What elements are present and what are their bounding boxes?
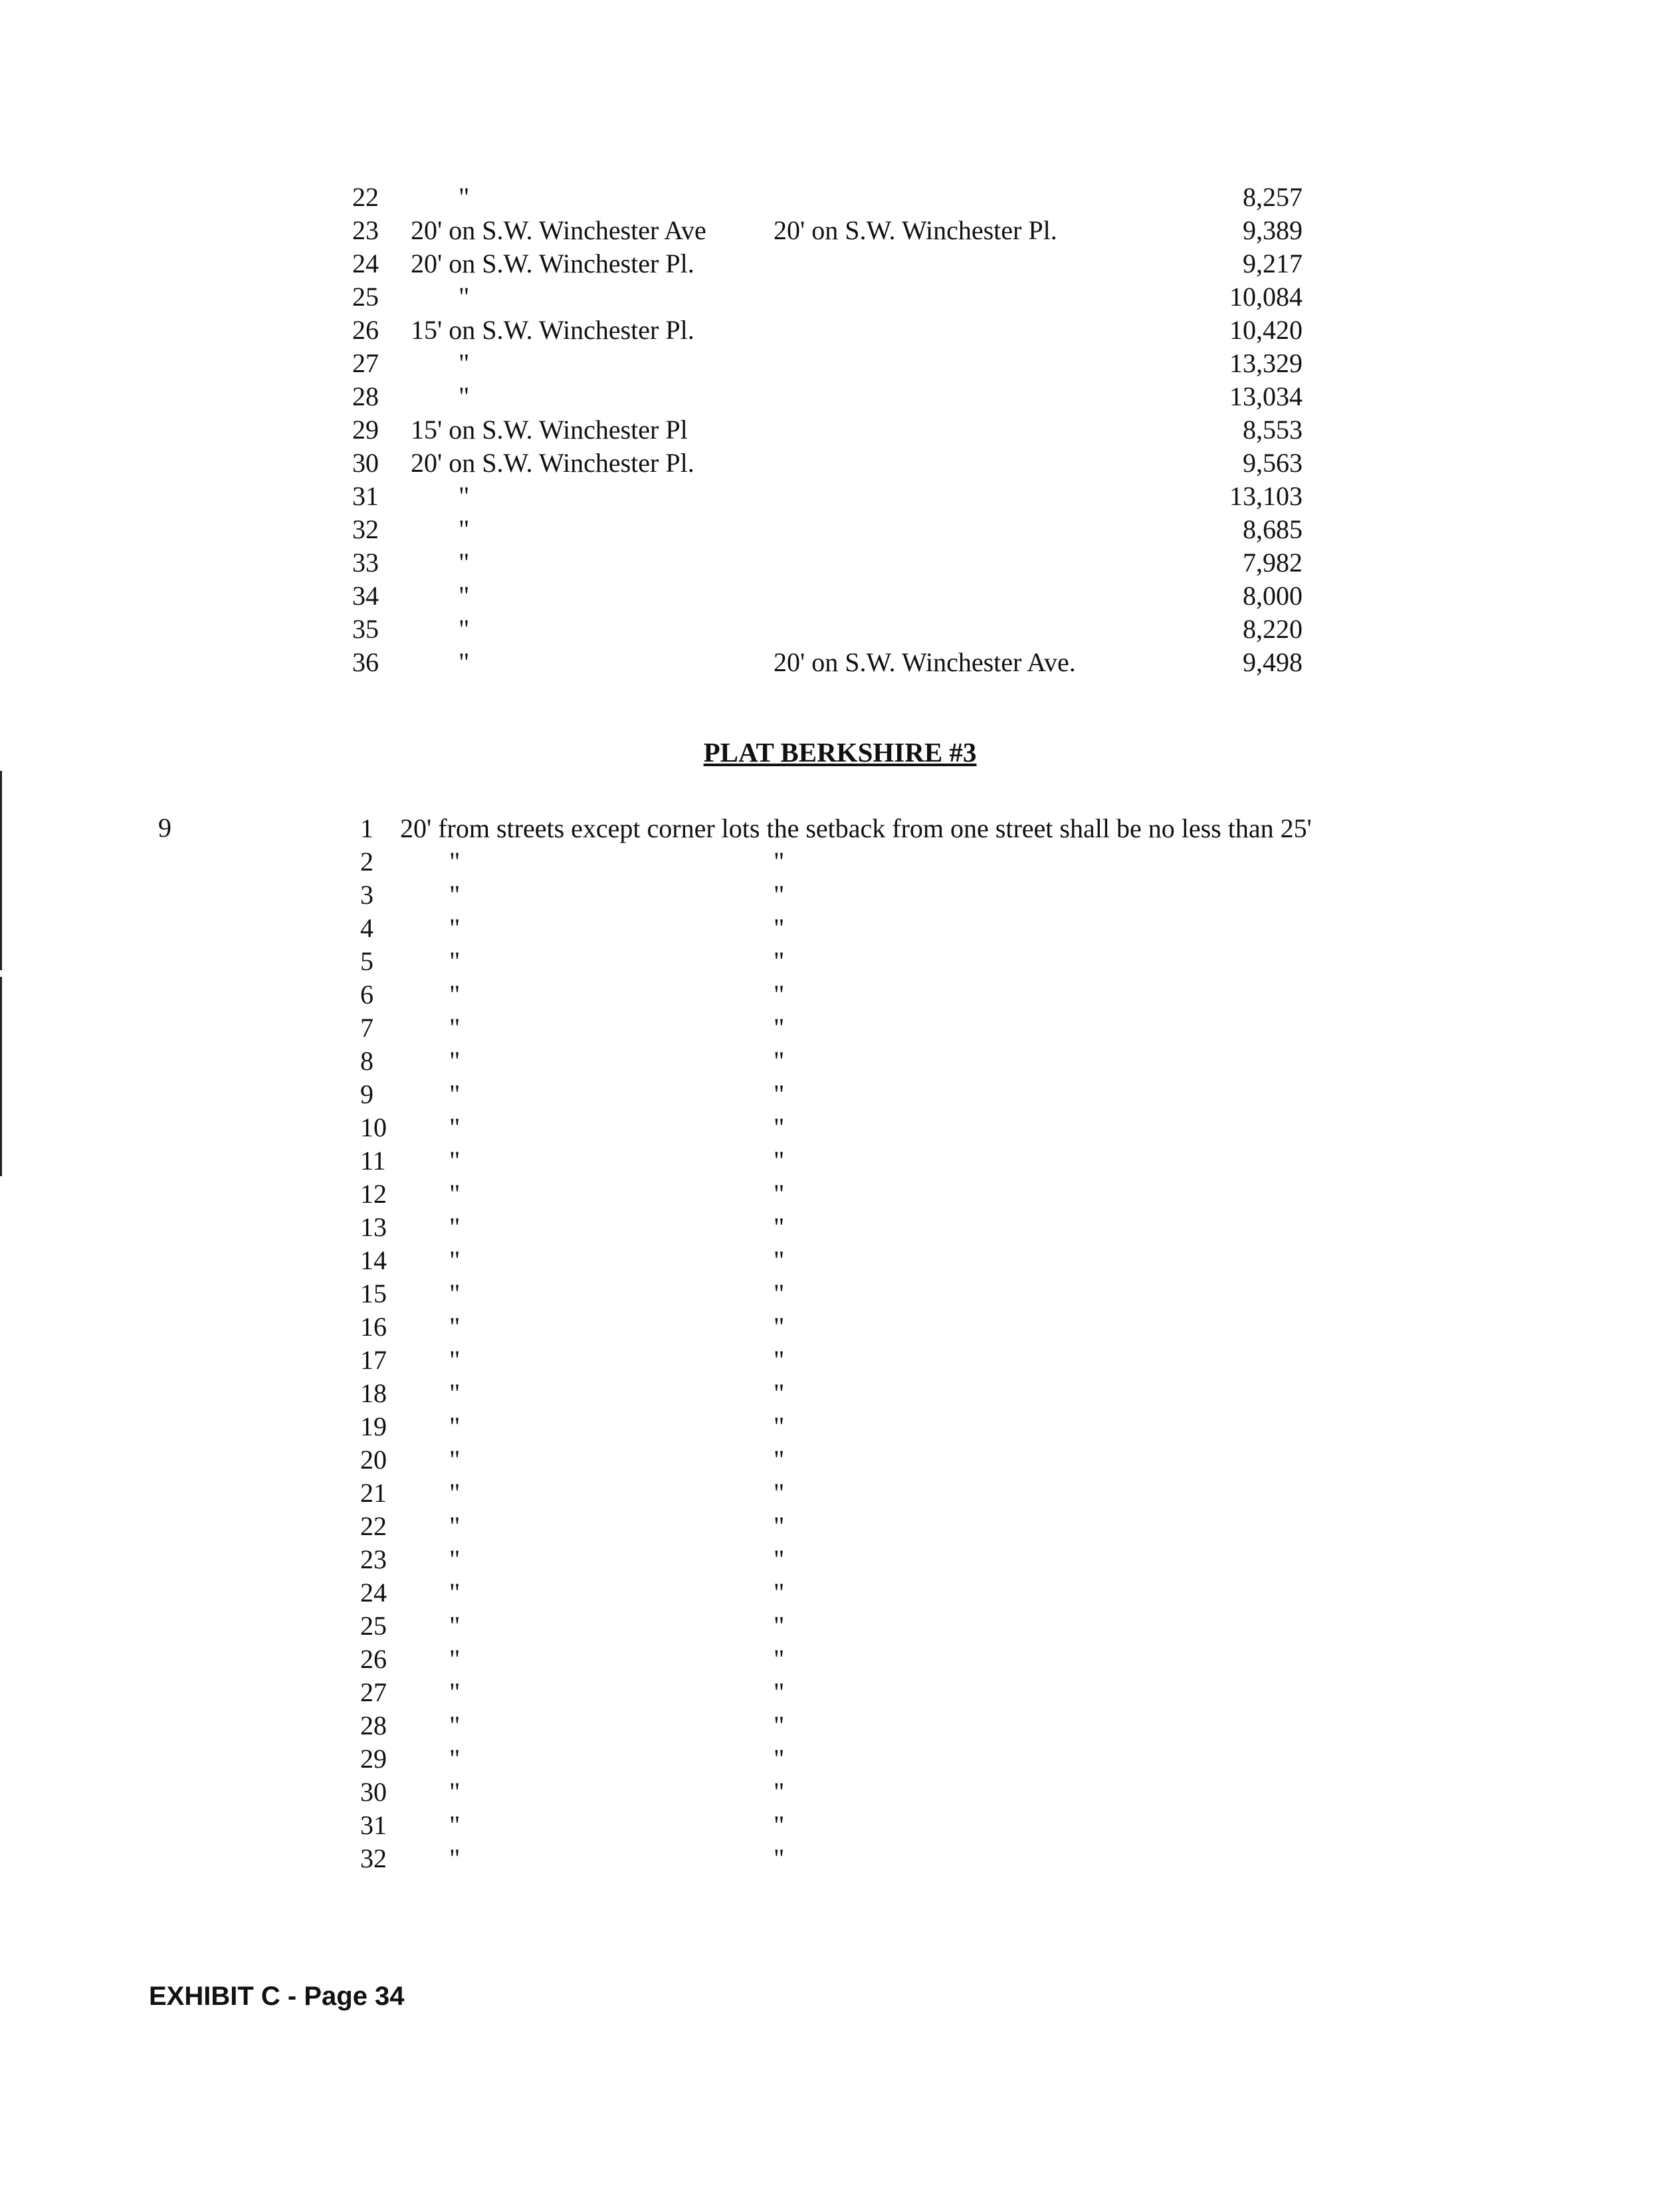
lot-number: 8 bbox=[360, 1046, 373, 1076]
lot-number: 17 bbox=[360, 1345, 387, 1375]
lot-number: 22 bbox=[360, 1511, 387, 1541]
ditto-mark: " bbox=[774, 1046, 785, 1076]
table-row bbox=[352, 1576, 1416, 1610]
ditto-mark: " bbox=[449, 1245, 461, 1275]
lot-area: 8,220 bbox=[1243, 614, 1303, 644]
ditto-mark: " bbox=[774, 1843, 785, 1873]
lot-number: 26 bbox=[360, 1644, 387, 1674]
table-row bbox=[352, 413, 1303, 447]
lot-number: 13 bbox=[360, 1212, 387, 1242]
setback-primary: " bbox=[459, 481, 470, 511]
table-row bbox=[352, 1277, 1416, 1310]
ditto-mark: " bbox=[774, 1279, 785, 1308]
lot-area: 9,498 bbox=[1243, 647, 1303, 677]
ditto-mark: " bbox=[774, 1777, 785, 1807]
setback-secondary: 20' on S.W. Winchester Ave. bbox=[774, 647, 1076, 677]
ditto-mark: " bbox=[449, 1544, 461, 1574]
ditto-mark: " bbox=[774, 1677, 785, 1707]
ditto-mark: " bbox=[449, 1146, 461, 1176]
table-row bbox=[352, 879, 1416, 912]
lot-number: 35 bbox=[352, 614, 379, 644]
lot-area: 9,389 bbox=[1243, 215, 1303, 245]
table-row bbox=[352, 1776, 1416, 1809]
table-row bbox=[352, 1377, 1416, 1410]
lot-number: 10 bbox=[360, 1112, 387, 1142]
table-row bbox=[352, 513, 1303, 546]
lot-number: 20 bbox=[360, 1445, 387, 1475]
lot-number: 21 bbox=[360, 1478, 387, 1508]
ditto-mark: " bbox=[774, 1179, 785, 1209]
ditto-mark: " bbox=[449, 1578, 461, 1608]
table-row bbox=[352, 1510, 1416, 1543]
table-row bbox=[352, 1742, 1416, 1776]
lot-number: 23 bbox=[360, 1544, 387, 1574]
table-row bbox=[352, 280, 1303, 314]
lot-area: 7,982 bbox=[1243, 548, 1303, 577]
lot-number: 28 bbox=[352, 381, 379, 411]
table-row bbox=[352, 579, 1303, 613]
table-row bbox=[352, 1344, 1416, 1377]
table-row bbox=[352, 1310, 1416, 1344]
lot-area: 8,685 bbox=[1243, 514, 1303, 544]
table-row bbox=[352, 945, 1416, 978]
ditto-mark: " bbox=[774, 1511, 785, 1541]
lot-number: 5 bbox=[360, 946, 373, 976]
table-row bbox=[352, 214, 1303, 247]
lot-number: 15 bbox=[360, 1279, 387, 1308]
scan-margin-mark bbox=[0, 977, 2, 1176]
ditto-mark: " bbox=[774, 880, 785, 910]
ditto-mark: " bbox=[449, 1810, 461, 1840]
table-row bbox=[352, 1477, 1416, 1510]
lot-number: 24 bbox=[360, 1578, 387, 1608]
ditto-mark: " bbox=[449, 1677, 461, 1707]
table-row bbox=[352, 314, 1303, 347]
ditto-mark: " bbox=[449, 1345, 461, 1375]
table-row bbox=[352, 380, 1303, 413]
ditto-mark: " bbox=[774, 847, 785, 877]
ditto-mark: " bbox=[449, 1378, 461, 1408]
setback-table-continued bbox=[352, 181, 1303, 679]
ditto-mark: " bbox=[449, 980, 461, 1009]
lot-number: 7 bbox=[360, 1013, 373, 1043]
scan-margin-mark bbox=[0, 771, 2, 970]
table-row bbox=[352, 447, 1303, 480]
setback-primary: " bbox=[459, 614, 470, 644]
setback-primary: 20' on S.W. Winchester Pl. bbox=[411, 249, 694, 278]
ditto-mark: " bbox=[449, 1711, 461, 1740]
lot-number: 34 bbox=[352, 581, 379, 611]
lot-area: 9,563 bbox=[1243, 448, 1303, 478]
ditto-mark: " bbox=[449, 1644, 461, 1674]
lot-area: 13,103 bbox=[1229, 481, 1303, 511]
lot-number: 32 bbox=[360, 1843, 387, 1873]
lot-number: 4 bbox=[360, 913, 373, 943]
lot-number: 9 bbox=[360, 1079, 373, 1109]
table-row bbox=[352, 1643, 1416, 1676]
table-row bbox=[352, 546, 1303, 579]
ditto-mark: " bbox=[449, 1279, 461, 1308]
table-row bbox=[352, 1045, 1416, 1078]
lot-number: 32 bbox=[352, 514, 379, 544]
lot-number: 16 bbox=[360, 1312, 387, 1342]
ditto-mark: " bbox=[774, 1146, 785, 1176]
setback-secondary: 20' on S.W. Winchester Pl. bbox=[774, 215, 1057, 245]
table-row bbox=[352, 1610, 1416, 1643]
setback-primary: 20' on S.W. Winchester Pl. bbox=[411, 448, 694, 478]
ditto-mark: " bbox=[449, 1744, 461, 1774]
lot-number: 25 bbox=[352, 282, 379, 312]
setback-primary: 20' on S.W. Winchester Ave bbox=[411, 215, 706, 245]
table-row bbox=[352, 1842, 1416, 1875]
setback-primary: 15' on S.W. Winchester Pl bbox=[411, 415, 688, 445]
ditto-mark: " bbox=[449, 1013, 461, 1043]
lot-number: 12 bbox=[360, 1179, 387, 1209]
table-row bbox=[352, 1543, 1416, 1576]
ditto-mark: " bbox=[449, 1079, 461, 1109]
lot-number: 27 bbox=[352, 348, 379, 378]
table-row bbox=[352, 1011, 1416, 1045]
table-row bbox=[352, 1211, 1416, 1244]
ditto-mark: " bbox=[449, 880, 461, 910]
lot-area: 8,257 bbox=[1243, 182, 1303, 212]
ditto-mark: " bbox=[774, 1478, 785, 1508]
ditto-mark: " bbox=[774, 1644, 785, 1674]
ditto-mark: " bbox=[774, 1810, 785, 1840]
setback-rule: 20' from streets except corner lots the setback from one street shall be no less than 25' bbox=[400, 813, 1312, 843]
lot-number: 6 bbox=[360, 980, 373, 1009]
lot-number: 33 bbox=[352, 548, 379, 577]
ditto-mark: " bbox=[449, 847, 461, 877]
ditto-mark: " bbox=[774, 1544, 785, 1574]
plat-berkshire-3-table bbox=[352, 812, 1416, 1875]
table-row bbox=[352, 912, 1416, 945]
setback-primary: " bbox=[459, 348, 470, 378]
table-row bbox=[352, 1178, 1416, 1211]
margin-number: 9 bbox=[158, 813, 171, 843]
table-row bbox=[352, 978, 1416, 1011]
ditto-mark: " bbox=[774, 1112, 785, 1142]
lot-number: 22 bbox=[352, 182, 379, 212]
ditto-mark: " bbox=[449, 1777, 461, 1807]
table-row bbox=[352, 613, 1303, 646]
table-row bbox=[352, 247, 1303, 280]
lot-number: 2 bbox=[360, 847, 373, 877]
lot-number: 30 bbox=[360, 1777, 387, 1807]
ditto-mark: " bbox=[774, 1445, 785, 1475]
lot-area: 8,553 bbox=[1243, 415, 1303, 445]
ditto-mark: " bbox=[774, 1411, 785, 1441]
table-row bbox=[352, 1410, 1416, 1443]
table-row bbox=[352, 1443, 1416, 1477]
ditto-mark: " bbox=[449, 1046, 461, 1076]
setback-primary: " bbox=[459, 647, 470, 677]
table-row bbox=[352, 1078, 1416, 1111]
ditto-mark: " bbox=[449, 913, 461, 943]
lot-number: 36 bbox=[352, 647, 379, 677]
lot-number: 18 bbox=[360, 1378, 387, 1408]
plat-title: PLAT BERKSHIRE #3 bbox=[703, 737, 977, 768]
lot-number: 31 bbox=[360, 1810, 387, 1840]
ditto-mark: " bbox=[449, 1445, 461, 1475]
lot-area: 10,420 bbox=[1229, 315, 1303, 345]
lot-number: 24 bbox=[352, 249, 379, 278]
table-row bbox=[352, 646, 1303, 679]
lot-number: 25 bbox=[360, 1611, 387, 1641]
ditto-mark: " bbox=[449, 1411, 461, 1441]
lot-number: 23 bbox=[352, 215, 379, 245]
ditto-mark: " bbox=[774, 1611, 785, 1641]
lot-area: 8,000 bbox=[1243, 581, 1303, 611]
ditto-mark: " bbox=[774, 913, 785, 943]
setback-primary: " bbox=[459, 581, 470, 611]
setback-primary: " bbox=[459, 182, 470, 212]
ditto-mark: " bbox=[774, 946, 785, 976]
lot-area: 13,034 bbox=[1229, 381, 1303, 411]
lot-number: 27 bbox=[360, 1677, 387, 1707]
lot-area: 13,329 bbox=[1229, 348, 1303, 378]
ditto-mark: " bbox=[774, 980, 785, 1009]
ditto-mark: " bbox=[449, 1212, 461, 1242]
setback-primary: 15' on S.W. Winchester Pl. bbox=[411, 315, 694, 345]
table-row bbox=[352, 1709, 1416, 1742]
ditto-mark: " bbox=[774, 1079, 785, 1109]
table-row bbox=[352, 812, 1416, 845]
table-row bbox=[352, 181, 1303, 214]
ditto-mark: " bbox=[774, 1744, 785, 1774]
lot-number: 1 bbox=[360, 813, 373, 843]
ditto-mark: " bbox=[774, 1378, 785, 1408]
ditto-mark: " bbox=[774, 1711, 785, 1740]
ditto-mark: " bbox=[774, 1312, 785, 1342]
setback-primary: " bbox=[459, 514, 470, 544]
table-row bbox=[352, 1144, 1416, 1178]
ditto-mark: " bbox=[774, 1345, 785, 1375]
lot-number: 28 bbox=[360, 1711, 387, 1740]
lot-area: 9,217 bbox=[1243, 249, 1303, 278]
lot-number: 11 bbox=[360, 1146, 386, 1176]
lot-number: 29 bbox=[360, 1744, 387, 1774]
ditto-mark: " bbox=[774, 1578, 785, 1608]
lot-number: 19 bbox=[360, 1411, 387, 1441]
lot-number: 31 bbox=[352, 481, 379, 511]
ditto-mark: " bbox=[449, 1312, 461, 1342]
table-row bbox=[352, 1244, 1416, 1277]
ditto-mark: " bbox=[449, 1112, 461, 1142]
setback-primary: " bbox=[459, 548, 470, 577]
table-row bbox=[352, 347, 1303, 380]
lot-area: 10,084 bbox=[1229, 282, 1303, 312]
ditto-mark: " bbox=[774, 1245, 785, 1275]
ditto-mark: " bbox=[774, 1013, 785, 1043]
setback-primary: " bbox=[459, 381, 470, 411]
ditto-mark: " bbox=[774, 1212, 785, 1242]
ditto-mark: " bbox=[449, 1511, 461, 1541]
lot-number: 3 bbox=[360, 880, 373, 910]
table-row bbox=[352, 1809, 1416, 1842]
table-row bbox=[352, 480, 1303, 513]
ditto-mark: " bbox=[449, 1611, 461, 1641]
lot-number: 29 bbox=[352, 415, 379, 445]
ditto-mark: " bbox=[449, 1478, 461, 1508]
ditto-mark: " bbox=[449, 1179, 461, 1209]
table-row bbox=[352, 1676, 1416, 1709]
table-row bbox=[352, 845, 1416, 879]
ditto-mark: " bbox=[449, 1843, 461, 1873]
ditto-mark: " bbox=[449, 946, 461, 976]
lot-number: 26 bbox=[352, 315, 379, 345]
setback-primary: " bbox=[459, 282, 470, 312]
lot-number: 30 bbox=[352, 448, 379, 478]
page-footer: EXHIBIT C - Page 34 bbox=[149, 1982, 405, 2011]
lot-number: 14 bbox=[360, 1245, 387, 1275]
table-row bbox=[352, 1111, 1416, 1144]
